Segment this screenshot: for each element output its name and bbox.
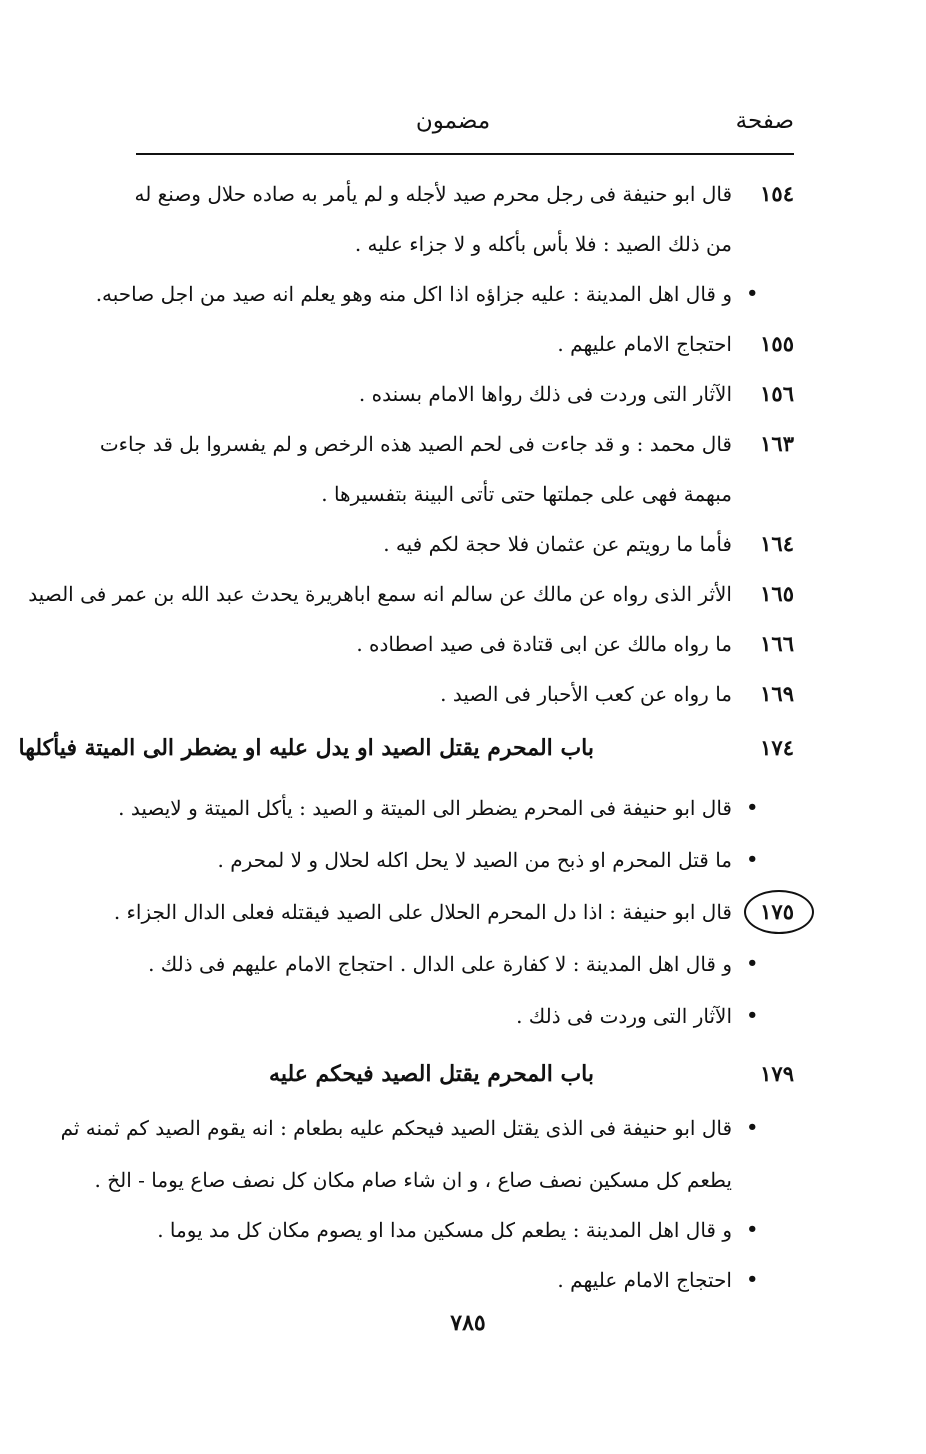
entry-text: ما رواه عن كعب الأحبار فى الصيد . [440, 682, 732, 706]
entry-row [136, 472, 794, 516]
entry-row [136, 838, 794, 882]
entry-bullet: • [746, 283, 758, 304]
entry-row [28, 572, 794, 616]
entry-text: الآثار التى وردت فى ذلك . [516, 1004, 732, 1028]
header-rule [136, 153, 794, 155]
entry-text: و قال اهل المدينة : عليه جزاؤه اذا اكل منه وهو يعلم انه صيد من اجل صاحبه. [95, 282, 732, 306]
entry-row [136, 322, 794, 366]
entry-page-number: ١٥٦ [760, 381, 794, 406]
entry-bullet: • [746, 849, 758, 870]
entry-page-number: ١٦٦ [760, 631, 794, 656]
entry-page-number: ١٧٤ [760, 735, 794, 760]
entry-bullet: • [746, 797, 758, 818]
entry-row [60, 1106, 794, 1150]
entry-row [118, 786, 794, 830]
entry-text: يطعم كل مسكين نصف صاع ، و ان شاء صام مكان كل نصف صاع يوما - الخ . [94, 1168, 732, 1192]
entry-bullet: • [746, 1269, 758, 1290]
entry-row [136, 994, 794, 1038]
entry-row [136, 372, 794, 416]
entry-page-number: ١٧٥ [760, 899, 794, 924]
entry-row [94, 1158, 794, 1202]
entry-page-number: ١٦٤ [760, 531, 794, 556]
entry-text: و قال اهل المدينة : يطعم كل مسكين مدا او يصوم مكان كل مد يوما . [157, 1218, 732, 1242]
entry-bullet: • [746, 953, 758, 974]
entry-text: قال ابو حنيفة فى الذى يقتل الصيد فيحكم عليه بطعام : انه يقوم الصيد كم ثمنه ثم [60, 1116, 732, 1140]
chapter-heading: باب المحرم يقتل الصيد فيحكم عليه [269, 1061, 594, 1087]
entry-row [136, 222, 794, 266]
entry-row [136, 522, 794, 566]
chapter-heading-row [136, 1052, 794, 1096]
entry-text: قال ابو حنيفة : اذا دل المحرم الحلال على الصيد فيقتله فعلى الدال الجزاء . [113, 900, 732, 924]
entry-row [136, 172, 794, 216]
entry-bullet: • [746, 1117, 758, 1138]
entry-text: مبهمة فهى على جملتها حتى تأتى البينة بتفسيرها . [321, 482, 732, 506]
entry-text: فأما ما رويتم عن عثمان فلا حجة لكم فيه . [383, 532, 732, 556]
entry-page-number: ١٦٩ [760, 681, 794, 706]
entry-row [136, 622, 794, 666]
entry-row [136, 1208, 794, 1252]
entry-page-number: ١٥٤ [760, 181, 794, 206]
entry-text: الآثار التى وردت فى ذلك رواها الامام بسنده . [358, 382, 732, 406]
entry-text: ما قتل المحرم او ذبح من الصيد لا يحل اكله لحلال و لا لمحرم . [217, 848, 732, 872]
entry-text: قال ابو حنيفة فى المحرم يضطر الى الميتة و الصيد : يأكل الميتة و لايصيد . [118, 796, 732, 820]
entry-text: احتجاج الامام عليهم . [557, 1268, 732, 1292]
entry-row [99, 422, 794, 466]
entry-row [95, 272, 794, 316]
entry-row [136, 1258, 794, 1302]
entry-bullet: • [746, 1219, 758, 1240]
entry-text: من ذلك الصيد : فلا بأس بأكله و لا جزاء عليه . [354, 232, 732, 256]
entry-text: قال محمد : و قد جاءت فى لحم الصيد هذه الرخص و لم يفسروا بل قد جاءت [99, 432, 732, 456]
entry-row [136, 672, 794, 716]
chapter-heading: باب المحرم يقتل الصيد او يدل عليه او يضطر الى الميتة فيأكلها [18, 735, 594, 761]
page-number: ٧٨٥ [450, 1310, 486, 1336]
entry-page-number: ١٧٩ [760, 1061, 794, 1086]
entry-text: الأثر الذى رواه عن مالك عن سالم انه سمع اباهريرة يحدث عبد الله بن عمر فى الصيد [28, 582, 732, 606]
entry-row [136, 942, 794, 986]
entry-page-number: ١٦٣ [760, 431, 794, 456]
entry-row [113, 890, 794, 934]
column-header-page: صفحة [735, 108, 794, 134]
entry-text: و قال اهل المدينة : لا كفارة على الدال . احتجاج الامام عليهم فى ذلك . [148, 952, 732, 976]
entry-text: قال ابو حنيفة فى رجل محرم صيد لأجله و لم يأمر به صاده حلال وصنع له [134, 182, 732, 206]
entry-text: ما رواه مالك عن ابى قتادة فى صيد اصطاده . [356, 632, 732, 656]
entry-text: احتجاج الامام عليهم . [557, 332, 732, 356]
chapter-heading-row [18, 726, 794, 770]
column-header-content: مضمون [415, 108, 491, 134]
entry-page-number: ١٥٥ [760, 331, 794, 356]
entry-bullet: • [746, 1005, 758, 1026]
entry-page-number: ١٦٥ [760, 581, 794, 606]
